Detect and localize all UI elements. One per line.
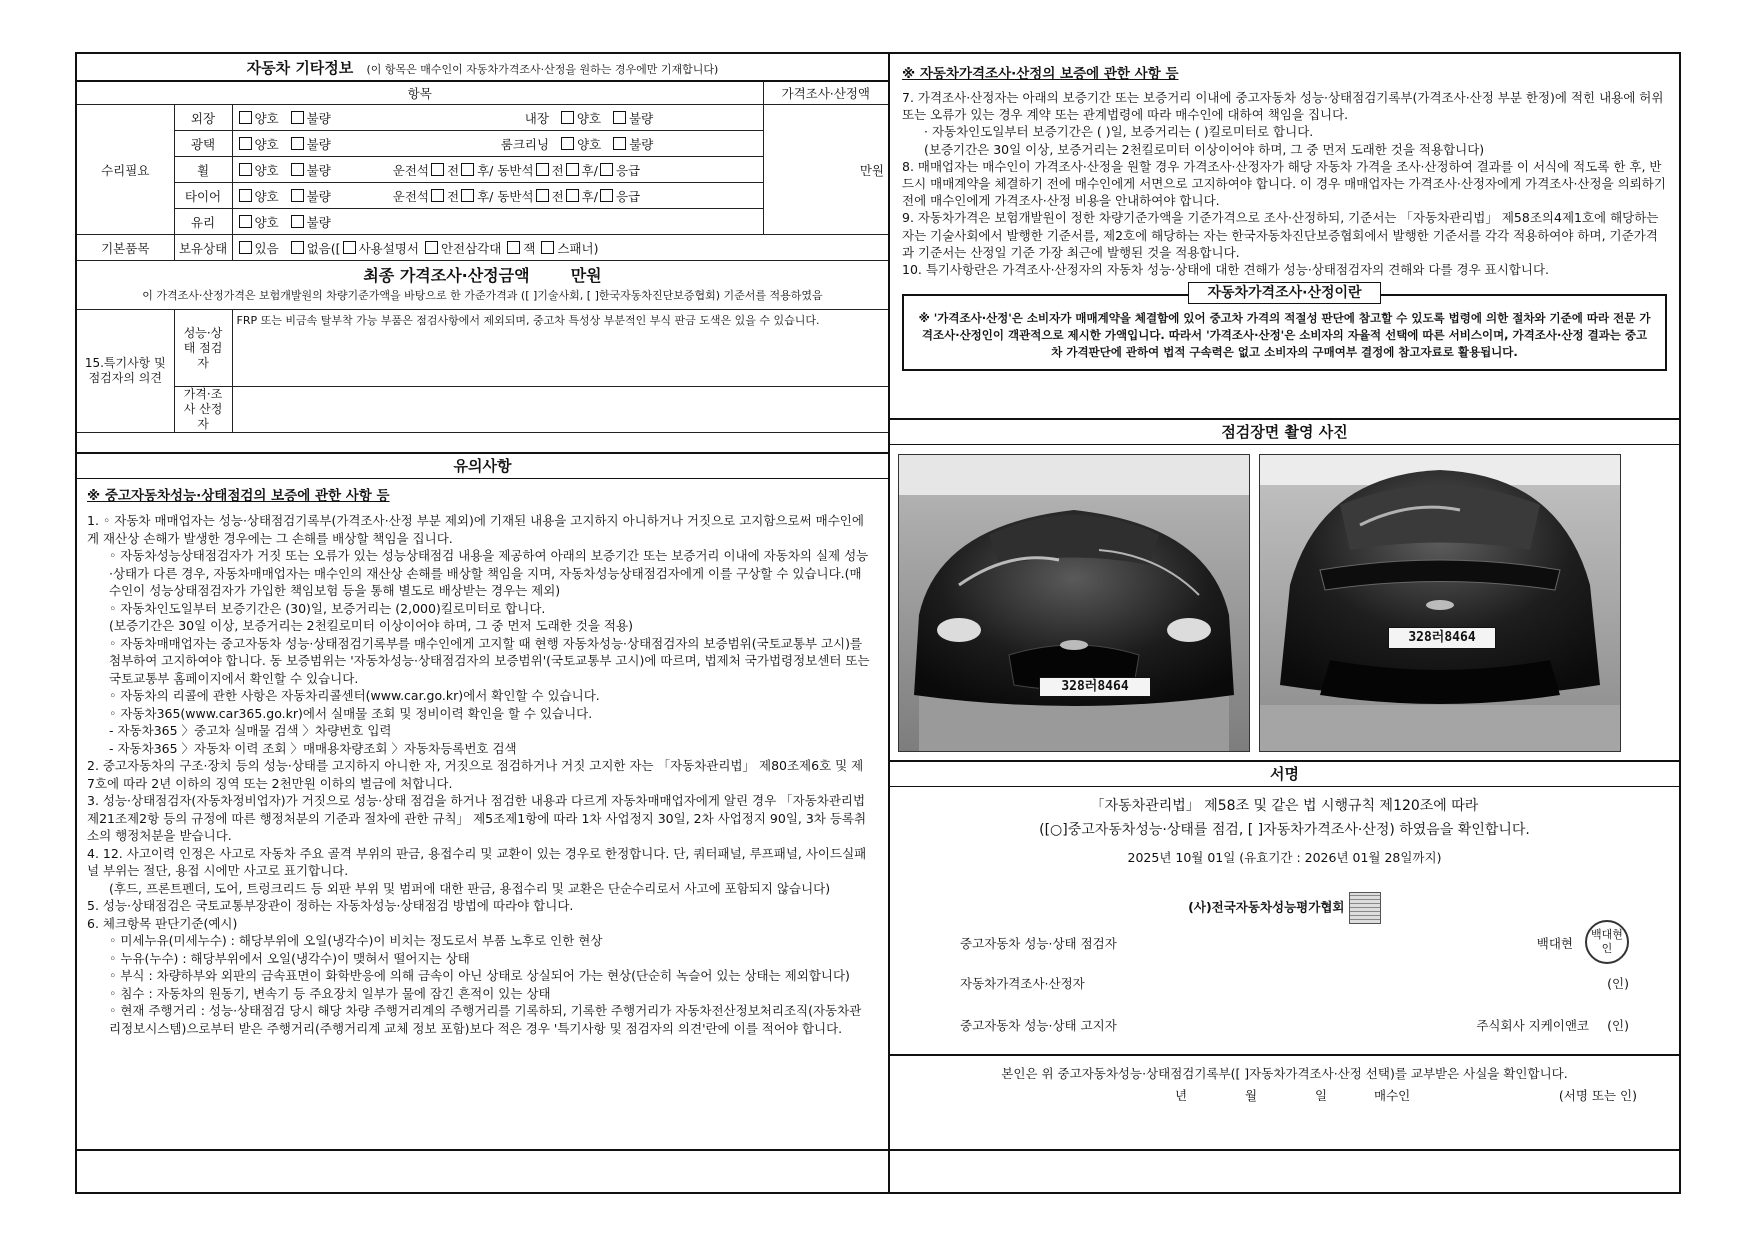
car-info-title-bar	[77, 54, 888, 82]
glass-row: 양호 불량	[232, 209, 763, 235]
wheel-good-checkbox[interactable]	[239, 163, 252, 176]
front-license-plate: 328러8464	[1039, 677, 1151, 697]
room-cleaning-good-checkbox[interactable]	[561, 137, 574, 150]
gloss-bad-checkbox[interactable]	[291, 137, 304, 150]
rear-photo	[1259, 454, 1621, 752]
notes-list	[87, 512, 870, 1037]
basic-items-label: 기본품목	[77, 235, 174, 261]
signature-org	[890, 892, 1679, 924]
gloss-row: 양호 불량 룸크리닝 양호 불량	[232, 131, 763, 157]
repair-label: 수리필요	[77, 105, 174, 235]
appraiser-row	[960, 974, 1629, 992]
notes-item: ◦ 누유(누수) : 해당부위에서 오일(냉각수)이 맺혀서 떨어지는 상태	[109, 950, 470, 966]
tire-driver-rear-checkbox[interactable]	[461, 189, 474, 202]
tire-label: 타이어	[174, 183, 232, 209]
price-warranty-list	[902, 89, 1667, 278]
right-column	[890, 54, 1679, 1192]
wheel-driver-rear-checkbox[interactable]	[461, 163, 474, 176]
interior-good-checkbox[interactable]	[561, 111, 574, 124]
tire-emergency-checkbox[interactable]	[600, 189, 613, 202]
notes-item: (보증기간은 30일 이상, 보증거리는 2천킬로미터 이상이어야 하며, 그 중 먼저 도래한 것을 적용)	[109, 618, 633, 633]
notes-item: - 자동차365 〉중고차 실매물 검색 〉차량번호 입력	[109, 723, 392, 738]
price-warranty-section	[902, 62, 1667, 371]
left-column	[77, 54, 890, 1192]
wheel-emergency-checkbox[interactable]	[600, 163, 613, 176]
notifier-mark: (인)	[1607, 1018, 1629, 1033]
signature-date: 2025년 10월 01일 (유효기간 : 2026년 01월 28일까지)	[1127, 850, 1442, 865]
notes-item: ◦ 자동차매매업자는 중고자동차 성능·상태점검기록부를 매수인에게 고지할 때 현행 자동차성능·상태점검자의 보증범위(국토교통부 고시)를 첨부하여 고지하여야 합니다. 동 보증범위는 '자동차성능·상태점검자의 보증범위'(국토교통부 고시)에 따르며, 법제처 국가법령정보센터 또는 국토교통부 홈페이지에서 확인할 수 있습니다.	[109, 635, 870, 686]
notes-item: ◦ 자동차의 리콜에 관한 사항은 자동차리콜센터(www.car.go.kr)에서 확인할 수 있습니다.	[109, 688, 600, 703]
car-info-table	[77, 82, 888, 433]
notes-item: 6. 체크항목 판단기준(예시)	[87, 915, 238, 931]
remarks-price-label: 가격·조사 산정자	[174, 387, 232, 433]
notes-title: 유의사항	[77, 452, 888, 479]
tire-good-checkbox[interactable]	[239, 189, 252, 202]
inspector-row	[960, 928, 1629, 955]
car-info-title: 자동차 기타정보	[246, 59, 354, 77]
front-photo	[898, 454, 1250, 752]
notes-item: ◦ 자동차인도일부터 보증기간은 (30)일, 보증거리는 (2,000)킬로미터로 합니다.	[109, 600, 546, 616]
manual-checkbox[interactable]	[343, 241, 356, 254]
remarks-label: 15.특기사항 및 점검자의 의견	[77, 310, 174, 433]
glass-bad-checkbox[interactable]	[291, 215, 304, 228]
notes-item: ◦ 미세누유(미세누수) : 해당부위에 오일(냉각수)이 비치는 정도로서 부품 노후로 인한 현상	[109, 933, 603, 948]
gloss-label: 광택	[174, 131, 232, 157]
possession-label: 보유상태	[174, 235, 232, 261]
inspector-label: 중고자동차 성능·상태 점검자	[960, 936, 1117, 951]
price-warranty-item: 8. 매매업자는 매수인이 가격조사·산정을 원할 경우 가격조사·산정자가 해당 자동차 가격을 조사·산정하여 결과를 이 서식에 적도록 한 후, 반드시 매매계약을 체결하기 전에 매수인에게 서면으로 고지하여야 합니다. 이 경우 매매업자는 가격조사·산정자에게 가격조사·산정을 의뢰하기 전에 매수인에게 가격조사·산정 비용을 안내하여야 합니다.	[902, 158, 1666, 209]
receipt-day: 일	[1315, 1088, 1328, 1103]
notes-item: 1. ◦ 자동차 매매업자는 성능·상태점검기록부(가격조사·산정 부분 제외)에 기재된 내용을 고지하지 아니하거나 거짓으로 고지함으로써 매수인에게 재산상 손해가 발생한 경우에는 그 손해를 배상할 책임을 집니다.	[87, 513, 864, 546]
receipt-month: 월	[1245, 1088, 1258, 1103]
interior-label: 내장	[524, 110, 549, 126]
receipt-buyer-sign: (서명 또는 인)	[1558, 1088, 1637, 1103]
exterior-row: 양호 불량 내장 양호 불량	[232, 105, 763, 131]
room-cleaning-bad-checkbox[interactable]	[613, 137, 626, 150]
notifier-row	[960, 1016, 1629, 1034]
glass-label: 유리	[174, 209, 232, 235]
notes-item: ◦ 침수 : 자동차의 원동기, 변속기 등 주요장치 일부가 물에 잠긴 흔적이 있는 상태	[109, 985, 551, 1001]
exterior-good-checkbox[interactable]	[239, 111, 252, 124]
inspector-stamp: 백대현인	[1585, 920, 1629, 964]
signature-statement	[890, 794, 1679, 870]
front-car-image	[899, 455, 1249, 751]
notes-item: ◦ 부식 : 차량하부와 외판의 금속표면이 화학반응에 의해 금속이 아닌 상태로 상실되어 가는 현상(단순히 녹슬어 있는 상태는 제외합니다)	[109, 968, 850, 983]
notes-item: ◦ 자동차성능상태점검자가 거짓 또는 오류가 있는 성능상태점검 내용을 제공하여 아래의 보증기간 또는 보증거리 이내에 자동차의 실제 성능·상태가 다른 경우, 자동차매매업자는 매수인의 재산상 손해를 배상할 책임을 지며, 자동차성능상태점검자에게 이를 구상할 수 있습니다.(매수인이 성능상태점검자가 가입한 책임보험 등을 통해 별도로 배상받는 경우는 제외)	[109, 548, 869, 598]
tire-row: 양호 불량 운전석 전 후/ 동반석 전 후/ 응급	[232, 183, 763, 209]
receipt-divider	[890, 1054, 1679, 1056]
notifier-label: 중고자동차 성능·상태 고지자	[960, 1018, 1117, 1033]
remarks-perf-text: FRP 또는 비금속 탈부착 가능 부품은 점검사항에서 제외되며, 중고차 특성상 부분적인 부식 판금 도색은 있을 수 있습니다.	[232, 310, 888, 387]
final-price-cell	[77, 261, 888, 310]
about-text: ※ '가격조사·산정'은 소비자가 매매계약을 체결함에 있어 중고차 가격의 적절성 판단에 참고할 수 있도록 법령에 의한 절차와 기준에 따라 전문 가격조사·산정인이 객관적으로 제시한 가액입니다. 따라서 '가격조사·산정'은 소비자의 자율적 선택에 따른 서비스이며, 가격조사·산정 결과는 중고차 가격판단에 관하여 법적 구속력은 없고 소비자의 구매여부 결정에 참고자료로 활용됩니다.	[902, 294, 1667, 371]
remarks-price-text[interactable]	[232, 387, 888, 433]
repair-price-unit: 만원	[763, 105, 888, 235]
receipt-year: 년	[1175, 1088, 1188, 1103]
inspector-name: 백대현	[1536, 936, 1573, 951]
bottom-rule	[77, 1149, 1679, 1151]
price-basis-text: 이 가격조사·산정가격은 보험개발원의 차량기준가액을 바탕으로 한 가준가격과 ([ ]기술사회, [ ]한국자동차진단보증협회) 기준서를 적용하였음	[142, 289, 823, 302]
about-title: 자동차가격조사·산정이란	[1188, 282, 1380, 304]
wheel-bad-checkbox[interactable]	[291, 163, 304, 176]
tire-passenger-front-checkbox[interactable]	[536, 189, 549, 202]
notes-item: ◦ 현재 주행거리 : 성능·상태점검 당시 해당 차량 주행거리계의 주행거리를 기록하되, 기록한 주행거리가 자동차전산정보처리조직(자동차관리정보시스템)으로부터 받은 주행거리(주행거리계 교체 정보 포함)보다 적은 경우 '특기사항 및 점검자의 의견'란에 이를 적어야 합니다.	[109, 1003, 862, 1036]
notes-section	[87, 484, 870, 1037]
notes-item: 5. 성능·상태점검은 국토교통부장관이 정하는 자동차성능·상태점검 방법에 따라야 합니다.	[87, 898, 574, 913]
appraiser-mark: (인)	[1607, 976, 1629, 991]
photos-title: 점검장면 촬영 사진	[890, 418, 1679, 445]
possession-no-checkbox[interactable]	[291, 241, 304, 254]
receipt-date-row	[890, 1086, 1679, 1104]
exterior-label: 외장	[174, 105, 232, 131]
price-warranty-item: · 자동차인도일부터 보증기간은 ( )일, 보증거리는 ( )킬로미터로 합니다.	[924, 124, 1314, 140]
price-warranty-item: 9. 자동차가격은 보험개발원이 정한 차량기준가액을 기준가격으로 조사·산정하되, 기준서는 「자동차관리법」 제58조의4제1호에 해당하는 자는 기술사회에서 발행한 기준서를, 제2호에 해당하는 자는 한국자동차진단보증협회에서 발행한 기준서를 각각 적용하여야 하며, 기준가격과 기준서는 산정일 기준 가장 최근에 발행된 것을 적용합니다.	[902, 210, 1659, 260]
notes-heading: ※ 중고자동차성능·상태점검의 보증에 관한 사항 등	[87, 488, 390, 504]
notes-item: 4. 12. 사고이력 인정은 사고로 자동차 주요 골격 부위의 판금, 용접수리 및 교환이 있는 경우로 한정합니다. 단, 쿼터패널, 루프패널, 사이드실패널 부위는 절단, 용접 시에만 사고로 표기합니다.	[87, 845, 867, 878]
exterior-bad-checkbox[interactable]	[291, 111, 304, 124]
price-warranty-item: 7. 가격조사·산정자는 아래의 보증기간 또는 보증거리 이내에 중고자동차 성능·상태점검기록부(가격조사·산정 부분 한정)에 적힌 내용에 허위 또는 오류가 있는 경우 계약 또는 관계법령에 따라 매수인에 대하여 책임을 집니다.	[902, 90, 1664, 123]
notes-item: 2. 중고자동차의 구조·장치 등의 성능·상태를 고지하지 아니한 자, 거짓으로 점검하거나 거짓 고지한 자는 「자동차관리법」 제80조제6호 및 제7호에 따라 2년 이하의 징역 또는 2천만원 이하의 벌금에 처합니다.	[87, 758, 864, 791]
tire-driver-front-checkbox[interactable]	[431, 189, 444, 202]
price-warranty-item: 10. 특기사항란은 가격조사·산정자의 자동차 성능·상태에 대한 견해가 성능·상태점검자의 견해와 다를 경우 표시합니다.	[902, 262, 1550, 278]
receipt-text: 본인은 위 중고자동차성능·상태점검기록부([ ]자동차가격조사·산정 선택)를 교부받은 사실을 확인합니다.	[1001, 1066, 1568, 1081]
inspection-record-page	[75, 52, 1681, 1194]
gloss-good-checkbox[interactable]	[239, 137, 252, 150]
room-cleaning-label: 룸크리닝	[500, 136, 550, 152]
jack-checkbox[interactable]	[507, 241, 520, 254]
price-warranty-heading: ※ 자동차가격조사·산정의 보증에 관한 사항 등	[902, 66, 1179, 82]
glass-good-checkbox[interactable]	[239, 215, 252, 228]
col-price-header: 가격조사·산정액	[763, 82, 888, 105]
notes-item: 3. 성능·상태점검자(자동차정비업자)가 거짓으로 성능·상태 점검을 하거나 점검한 내용과 다르게 자동차매매업자에게 알린 경우 「자동차관리법 제21조제2항 등의 규정에 따른 행정처분의 기준과 절차에 관한 규칙」 제5조제1항에 따라 1차 사업정지 30일, 2차 사업정지 90일, 3차 등록취소의 행정처분을 받습니다.	[87, 793, 867, 843]
tire-passenger-rear-checkbox[interactable]	[566, 189, 579, 202]
notes-item: (후드, 프론트펜더, 도어, 트렁크리드 등 외판 부위 및 범퍼에 대한 판금, 용접수리 및 교환은 단순수리로서 사고에 포함되지 않습니다)	[109, 880, 831, 896]
interior-bad-checkbox[interactable]	[613, 111, 626, 124]
triangle-checkbox[interactable]	[425, 241, 438, 254]
wheel-passenger-rear-checkbox[interactable]	[566, 163, 579, 176]
signature-line-1: 「자동차관리법」 제58조 및 같은 법 시행규칙 제120조에 따라	[1090, 798, 1479, 814]
price-warranty-item: (보증기간은 30일 이상, 보증거리는 2천킬로미터 이상이어야 하며, 그 중 먼저 도래한 것을 적용합니다)	[924, 141, 1485, 157]
final-price-label: 최종 가격조사·산정금액	[363, 266, 530, 285]
car-info-subtitle: (이 항목은 매수인이 자동차가격조사·산정을 원하는 경우에만 기재합니다)	[366, 63, 719, 76]
wheel-driver-front-checkbox[interactable]	[431, 163, 444, 176]
receipt-buyer: 매수인	[1374, 1088, 1411, 1103]
wheel-label: 휠	[174, 157, 232, 183]
org-seal-icon	[1349, 892, 1381, 924]
col-item-header: 항목	[77, 82, 763, 105]
rear-license-plate: 328러8464	[1388, 627, 1496, 649]
possession-row: 있음 없음([ 사용설명서 안전삼각대 잭 스패너)	[232, 235, 888, 261]
wheel-row: 양호 불량 운전석 전 후/ 동반석 전 후/ 응급	[232, 157, 763, 183]
signature-title: 서명	[890, 760, 1679, 787]
tire-bad-checkbox[interactable]	[291, 189, 304, 202]
notes-item: ◦ 자동차365(www.car365.go.kr)에서 실매물 조회 및 정비이력 확인을 할 수 있습니다.	[109, 705, 593, 721]
wheel-passenger-front-checkbox[interactable]	[536, 163, 549, 176]
rear-car-image	[1260, 455, 1620, 751]
signature-line-2: ([○]중고자동차성능·상태를 점검, [ ]자동차가격조사·산정) 하였음을 확인합니다.	[1039, 822, 1530, 838]
notes-item: - 자동차365 〉자동차 이력 조회 〉매매용차량조회 〉자동차등록번호 검색	[109, 740, 517, 756]
org-name: (사)전국자동차성능평가협회	[1188, 899, 1345, 915]
spanner-checkbox[interactable]	[541, 241, 554, 254]
notifier-name: 주식회사 지케이앤코	[1476, 1018, 1589, 1033]
remarks-perf-label: 성능·상태 점검자	[174, 310, 232, 387]
possession-yes-checkbox[interactable]	[239, 241, 252, 254]
appraiser-label: 자동차가격조사·산정자	[960, 976, 1085, 991]
final-price-unit: 만원	[570, 266, 602, 285]
